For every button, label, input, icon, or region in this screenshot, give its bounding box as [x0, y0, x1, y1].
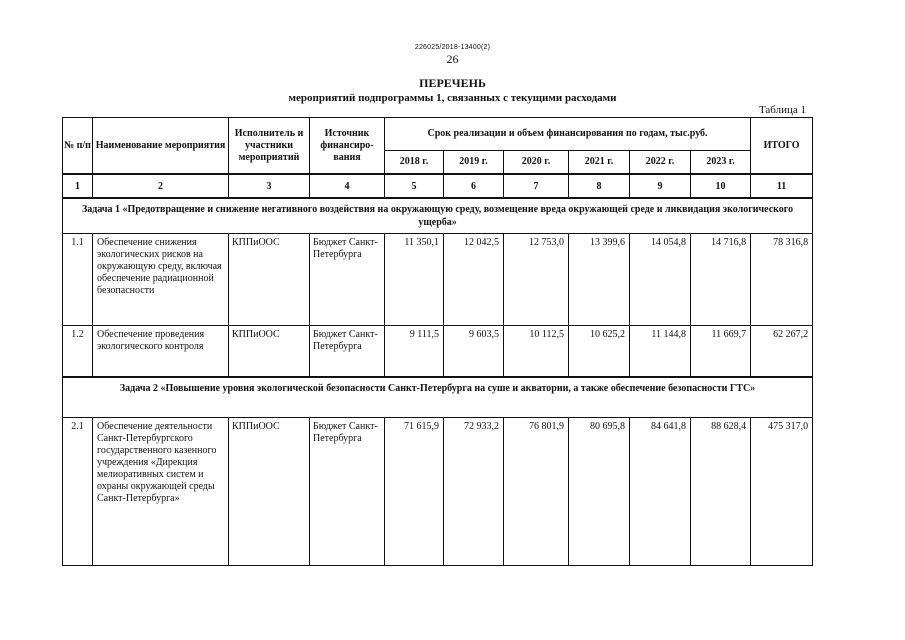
row-value-2023: 11 669,7 — [691, 325, 751, 377]
row-num: 2.1 — [63, 417, 93, 565]
header-period: Срок реализации и объем финансирования по годам, тыс.руб. — [385, 118, 751, 151]
table-label: Таблица 1 — [758, 104, 806, 116]
row-value-2023: 88 628,4 — [691, 417, 751, 565]
column-number: 9 — [630, 174, 691, 198]
column-number: 11 — [751, 174, 813, 198]
row-value-2021: 10 625,2 — [569, 325, 630, 377]
header-num: № п/п — [63, 118, 93, 175]
row-name: Обеспечение проведения экологического контроля — [93, 325, 229, 377]
header-year: 2022 г. — [630, 151, 691, 175]
header-year: 2023 г. — [691, 151, 751, 175]
column-number: 5 — [385, 174, 444, 198]
row-value-2018: 9 111,5 — [385, 325, 444, 377]
column-number: 3 — [229, 174, 310, 198]
header-total: ИТОГО — [751, 118, 813, 175]
row-value-2021: 13 399,6 — [569, 233, 630, 325]
row-value-2020: 12 753,0 — [504, 233, 569, 325]
row-value-2018: 71 615,9 — [385, 417, 444, 565]
row-num: 1.2 — [63, 325, 93, 377]
row-total: 475 317,0 — [751, 417, 813, 565]
column-number: 6 — [444, 174, 504, 198]
row-total: 62 267,2 — [751, 325, 813, 377]
row-name: Обеспечение снижения экологических рисков на окружающую среду, включая обеспечение радиационной безопасности — [93, 233, 229, 325]
document-title: ПЕРЕЧЕНЬ — [419, 76, 486, 90]
header-year: 2021 г. — [569, 151, 630, 175]
row-name: Обеспечение деятельности Санкт-Петербургского государственного казенного учреждения «Дирекция мелиоративных систем и охраны окружающей среды Санкт-Петербурга» — [93, 417, 229, 565]
document-subtitle: мероприятий подпрограммы 1, связанных с текущими расходами — [288, 92, 617, 104]
task-2-heading: Задача 2 «Повышение уровня экологической безопасности Санкт-Петербурга на суше и акватории, а также обеспечение безопасности ГТС» — [63, 377, 813, 417]
activities-table — [62, 117, 813, 566]
row-executor: КППиООС — [229, 325, 310, 377]
header-name: Наименование мероприятия — [93, 118, 229, 175]
header-year: 2018 г. — [385, 151, 444, 175]
header-year: 2020 г. — [504, 151, 569, 175]
row-source: Бюджет Санкт-Петербурга — [310, 417, 385, 565]
row-value-2023: 14 716,8 — [691, 233, 751, 325]
page-number: 26 — [446, 52, 459, 66]
row-value-2022: 84 641,8 — [630, 417, 691, 565]
column-number: 10 — [691, 174, 751, 198]
row-total: 78 316,8 — [751, 233, 813, 325]
column-number: 1 — [63, 174, 93, 198]
row-value-2021: 80 695,8 — [569, 417, 630, 565]
row-value-2019: 9 603,5 — [444, 325, 504, 377]
row-num: 1.1 — [63, 233, 93, 325]
header-year: 2019 г. — [444, 151, 504, 175]
document-id: 226025/2018-13400(2) — [414, 44, 491, 51]
column-number: 4 — [310, 174, 385, 198]
row-value-2018: 11 350,1 — [385, 233, 444, 325]
column-number: 2 — [93, 174, 229, 198]
column-number: 8 — [569, 174, 630, 198]
task-1-heading: Задача 1 «Предотвращение и снижение негативного воздействия на окружающую среду, возмещение вреда окружающей среде и ликвидация экологического ущерба» — [63, 198, 813, 233]
row-source: Бюджет Санкт-Петербурга — [310, 325, 385, 377]
row-value-2022: 14 054,8 — [630, 233, 691, 325]
row-source: Бюджет Санкт-Петербурга — [310, 233, 385, 325]
row-value-2022: 11 144,8 — [630, 325, 691, 377]
row-value-2020: 10 112,5 — [504, 325, 569, 377]
row-value-2019: 72 933,2 — [444, 417, 504, 565]
header-source: Источник финансиро-вания — [310, 118, 385, 175]
column-number: 7 — [504, 174, 569, 198]
header-executor: Исполнитель и участники мероприятий — [229, 118, 310, 175]
row-executor: КППиООС — [229, 233, 310, 325]
row-value-2020: 76 801,9 — [504, 417, 569, 565]
row-value-2019: 12 042,5 — [444, 233, 504, 325]
row-executor: КППиООС — [229, 417, 310, 565]
